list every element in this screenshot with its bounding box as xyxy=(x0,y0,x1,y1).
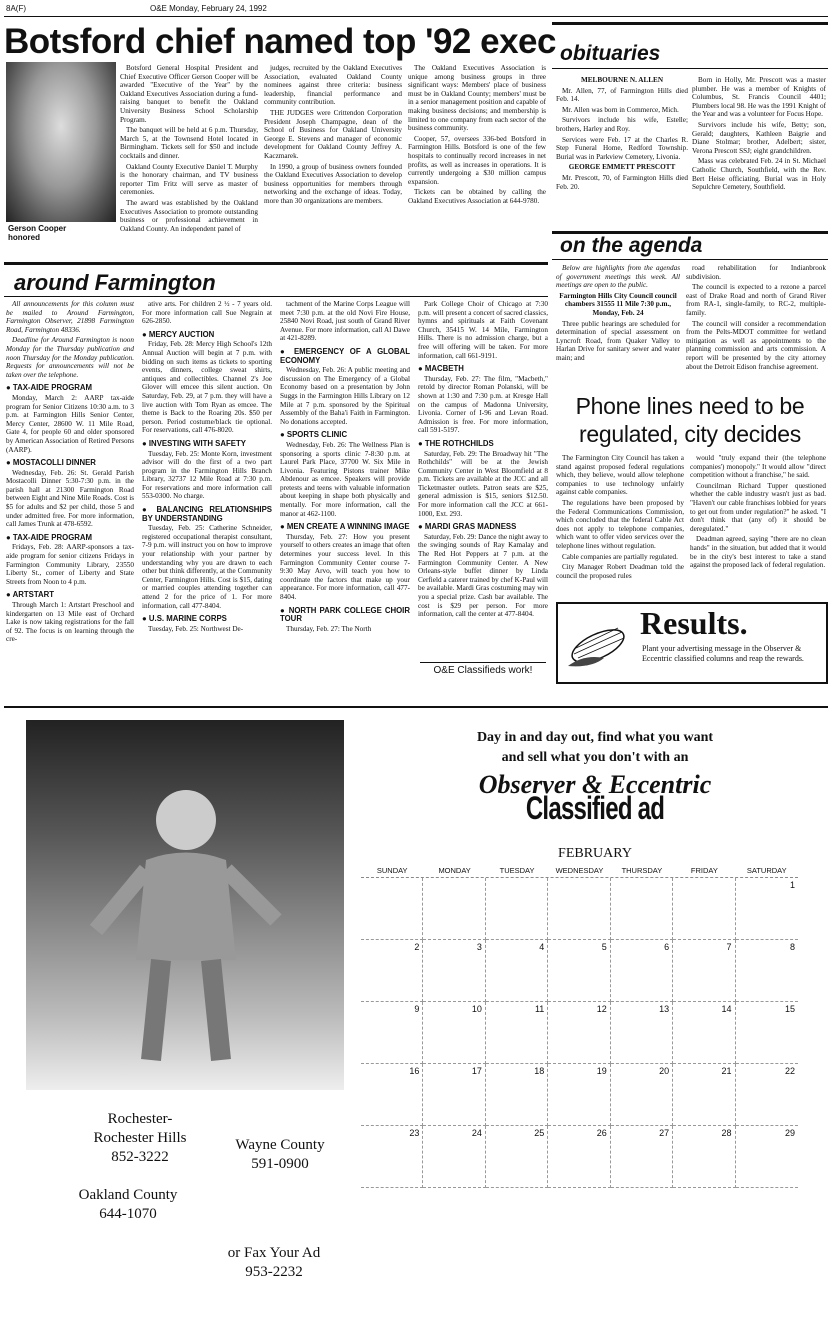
around-intro: All announcements for this column must be mailed to Around Farmington, Farmington Observer, 21898 Farmington Road, Farmington 48336. xyxy=(6,300,134,334)
obituary-paragraph: Survivors include his wife, Estelle; brothers, Harley and Roy. xyxy=(556,116,688,133)
event-paragraph: Thursday, Feb. 27: The North xyxy=(286,624,372,633)
phone-paragraph: City Manager Robert Deadman told the council the proposed rules xyxy=(556,563,684,580)
corn-icon xyxy=(564,614,630,674)
lead-paragraph: The Oakland Executives Association is unique among business groups in three significant ways: Members' place of business must be in Oakland County; members' must be in a senior management position and capable of making business decisions; and membership is limited to one company from each sector of the business community. xyxy=(408,64,546,133)
event-heading: ● EMERGENCY OF A GLOBAL ECONOMY xyxy=(280,348,410,365)
event-heading: ● SPORTS CLINIC xyxy=(280,431,410,440)
phone-paragraph: The regulations have been proposed by the Federal Communications Commission, which concluded that the federal Cable Act does not apply to telephone companies, which want to offer video services over the telephone lines without regulation. xyxy=(556,498,684,550)
event-paragraph: Wednesday, Feb. 26: The Wellness Plan is sponsoring a sports clinic 7-8:30 p.m. at Laurel Park Place, 37700 W. Six Mile in Livonia. Featuring Pistons trainer Mike Abdenour as emcee. Speakers will provide pretests and teens with valuable information about keeping in shape both physically and mentally. For more information, call the manor at 462-1100. xyxy=(280,440,410,518)
phone-paragraph: Cable companies are partially regulated. xyxy=(562,552,678,561)
agenda-paragraph: road rehabilitation for Indianbrook subdivision. xyxy=(686,264,826,281)
calendar-day-cell xyxy=(486,878,548,940)
calendar-day-cell: 22 xyxy=(736,1064,798,1126)
event-paragraph: tachment of the Marine Corps League will meet 7:30 p.m. at the old Novi Fire House, 25840 Novi Road, just south of Grand River Avenue. For more information, call Al Dawe at 421-8289. xyxy=(280,300,410,343)
agenda-paragraph: The council is expected to a rezone a parcel east of Drake Road and north of Grand River from RA-1, single-family, to RC-2, multiple-family. xyxy=(686,283,826,317)
agenda-title: on the agenda xyxy=(560,234,703,257)
child-playing-photo xyxy=(26,720,344,1090)
calendar-day-cell: 19 xyxy=(548,1064,610,1126)
agenda-column-1 xyxy=(556,264,680,384)
obituaries-bar xyxy=(552,22,828,25)
gerson-cooper-photo xyxy=(6,62,116,222)
lead-paragraph: Cooper, 57, oversees 336-bed Botsford in Farmington Hills. Botsford is one of the few hospitals to continually record increases in net profits, as well as increases in operations. It is currently undergoing a $30 million campus expansion. xyxy=(408,134,546,186)
obituary-paragraph: Services were Feb. 17 at the Charles R. Step Funeral Home, Redford Township. Burial was in Parkview Cemetery, Livonia. xyxy=(556,135,688,161)
calendar-day-cell: 1 xyxy=(736,878,798,940)
dateline: O&E Monday, February 24, 1992 xyxy=(150,4,267,13)
event-paragraph: Tuesday, Feb. 25: Northwest De- xyxy=(148,624,244,633)
day-header: SUNDAY xyxy=(376,866,408,875)
around-column-4 xyxy=(418,300,548,658)
around-column-2 xyxy=(142,300,272,702)
lead-column-1 xyxy=(120,64,258,246)
obituary-paragraph: Survivors include his wife, Betty; son, Gerald; daughters, Kathleen Baigrie and Diane Stolmar; brother, Adelbert; sister, Verona Prescott SSJ; eight grandchildren. xyxy=(692,120,826,155)
event-heading: ● BALANCING RELATIONSHIPS BY UNDERSTANDING xyxy=(142,506,272,523)
calendar-day-cell xyxy=(673,878,735,940)
event-heading: ● TAX-AIDE PROGRAM xyxy=(6,384,134,393)
obituaries-column-2 xyxy=(692,76,826,236)
around-rule xyxy=(4,296,548,297)
calendar-day-cell: 4 xyxy=(486,940,548,1002)
agenda-intro: Below are highlights from the agendas of government meetings this week. All meetings are open to the public. xyxy=(556,264,680,290)
event-paragraph: Fridays, Feb. 28: AARP-sponsors a tax-aide program for senior citizens Fridays in Farmington Community Library, 23550 Liberty St., corner of Liberty and State Streets from Noon to 4 p.m. xyxy=(6,543,134,586)
event-paragraph: ative arts. For children 2 ½ - 7 years old. For more information call Sue Negrain at 626-2850. xyxy=(142,300,272,326)
agenda-paragraph: Three public hearings are scheduled for determination of special assessment on Lyncroft Road, from Quaker Valley to Harlan Drive for sanitary sewer and water main; and xyxy=(556,319,680,362)
event-paragraph: Thursday, Feb. 27: How you present yourself to others creates an image that often determines your success level. In this Farmington Community Center course 7-9:30 May Arvo, will teach you how to coordinate the factors that make up your appearance. For more information, call 477-8404. xyxy=(280,532,410,601)
calendar-day-cell: 24 xyxy=(423,1126,485,1188)
calendar-day-cell: 29 xyxy=(736,1126,798,1188)
calendar-day-cell: 20 xyxy=(611,1064,673,1126)
calendar-day-cell xyxy=(611,878,673,940)
rochester-label: Rochester- Rochester Hills xyxy=(93,1111,187,1146)
rochester-phone xyxy=(60,1110,220,1167)
page-folio: 8A(F) xyxy=(6,4,26,13)
phone-paragraph: The Farmington City Council has taken a stand against proposed federal regulations which, they believe, would allow telephone companies to use technology unfairly against cable companies. xyxy=(556,454,684,497)
calendar-day-cell: 21 xyxy=(673,1064,735,1126)
phone-headline-line-1: Phone lines need to be xyxy=(575,393,805,419)
ad-tagline-line-2: and sell what you don't with an xyxy=(501,750,689,765)
phone-paragraph: Councilman Richard Tupper questioned whether the cable industry wasn't just as bad. "Haven't our cable franchises lobbied for years to get out from under regulation?" he asked. "I don't think that (any of) it should be deregulated." xyxy=(690,481,826,533)
ad-tagline-line-1: Day in and day out, find what you want xyxy=(476,730,714,745)
event-heading: ● MOSTACOLLI DINNER xyxy=(6,459,134,468)
event-heading: ● MARDI GRAS MADNESS xyxy=(418,523,548,532)
calendar-day-cell: 28 xyxy=(673,1126,735,1188)
calendar-day-cell: 6 xyxy=(611,940,673,1002)
obituary-paragraph: Mr. Allen was born in Commerce, Mich. xyxy=(562,105,679,114)
lead-paragraph: Tickets can be obtained by calling the Oakland Executives Association at 644-9780. xyxy=(408,188,546,205)
agenda-rule xyxy=(552,259,828,260)
rochester-number: 852-3222 xyxy=(111,1149,169,1165)
lead-paragraph: Botsford General Hospital President and Chief Executive Officer Gerson Cooper will be awarded "Executive of the Year" by the Oakland Executives Association during a fund-raising banquet to benefit the Oakland University Business School Scholarship Program. xyxy=(120,64,258,124)
obituary-paragraph: Born in Holly, Mr. Prescott was a master plumber. He was a member of Knights of Columbus, St. Francis Council 4401; Plumbers local 98. He was the 1991 Knight of the Year and was a volunteer for Focus Hope. xyxy=(692,76,826,119)
event-paragraph: Wednesday, Feb. 26: A public meeting and discussion on The Emergency of a Global Economy based on a presentation by John Suggs in the Farmington Hills Library on 12 Mile at 7 p.m. sponsored by the Spiritual Assembly of the Baha'i Faith in Farmington. No donations accepted. xyxy=(280,366,410,426)
day-header: WEDNESDAY xyxy=(555,866,604,875)
calendar-day-cell: 11 xyxy=(486,1002,548,1064)
lead-paragraph: THE JUDGES were Crittendon Corporation President Joseph Champagne, dean of the School of Business for Oakland University George E. Stevens and manager of economic development for Oakland County Jeffrey A. Kaczmarek. xyxy=(264,108,402,160)
agenda-column-2 xyxy=(686,264,826,384)
event-paragraph: Through March 1: Artstart Preschool and kindergarten on 13 Mile east of Orchard Lake is now taking registrations for the fall of 92. The focus is on learning through the cre- xyxy=(6,601,134,644)
ad-top-rule xyxy=(4,706,828,708)
calendar-day-cell: 8 xyxy=(736,940,798,1002)
day-header: FRIDAY xyxy=(690,866,718,875)
event-paragraph: Tuesday, Feb. 25: Catherine Schneider, registered occupational therapist consultant, 7-9 p.m. will instruct you on how to improve your relationship with your partner by understanding why you are drawn to each other but think differently, at the Community Center, Farmington Hills. Cost is $15, dating or married couples attending together can attend 2 for the price of 1. For more information, call 477-8404. xyxy=(142,524,272,610)
event-heading: ● ARTSTART xyxy=(6,591,134,600)
calendar-day-cell: 26 xyxy=(548,1126,610,1188)
event-paragraph: Friday, Feb. 28: Mercy High School's 12th Annual Auction will begin at 7 p.m. with bidding on such items as tickets to sporting events, dinners, college sweat shirts, antiques and collectibles. Channel 2's Joe Glover will emcee this silent auction. On Saturday, Feb. 29, at 7 p.m. they will have a live auction with Tom Ryan as emcee. The theme is Back to the Roaring 20s. $50 per person. Period costume/black tie optional. For reservations, call 476-8020. xyxy=(142,340,272,435)
around-column-3 xyxy=(280,300,410,702)
calendar-day-cell: 17 xyxy=(423,1064,485,1126)
calendar-day-cell xyxy=(548,878,610,940)
calendar-day-cell: 9 xyxy=(361,1002,423,1064)
calendar-day-cell: 16 xyxy=(361,1064,423,1126)
phone-headline-line-2: regulated, city decides xyxy=(579,421,801,447)
february-calendar xyxy=(361,866,798,1188)
calendar-grid xyxy=(361,878,798,1188)
event-paragraph: Saturday, Feb. 29: The Broadway hit "The Rothchilds" will be at the Jewish Community Center in West Bloomfield at 8 p.m. Tickets are available at the JCC and all Ticketmaster outlets. Patron seats are $25, general admission is $15, seniors $12.50. For more information call the JCC at 661-1000, Ext. 293. xyxy=(418,449,548,518)
calendar-day-headers xyxy=(361,866,798,878)
lead-paragraph: In 1990, a group of business owners founded the Oakland Executives Association to develop business opportunities for members through networking and the exchange of ideas. Today, more than 30 organizations are members. xyxy=(264,162,402,205)
lead-paragraph: The banquet will be held at 6 p.m. Thursday, March 5, at the Townsend Hotel located in Birmingham. Tickets sell for $50 and include cocktails and dinner. xyxy=(120,126,258,160)
calendar-day-cell xyxy=(423,878,485,940)
fax-phone xyxy=(194,1244,354,1282)
obituaries-rule xyxy=(552,68,828,69)
calendar-day-cell: 5 xyxy=(548,940,610,1002)
ad-subhead: Classified ad xyxy=(525,790,665,826)
phone-headline xyxy=(552,392,828,448)
day-header: THURSDAY xyxy=(621,866,663,875)
ad-tagline xyxy=(360,728,830,768)
calendar-month: FEBRUARY xyxy=(558,846,632,861)
around-title: around Farmington xyxy=(14,270,216,295)
fax-label: or Fax Your Ad xyxy=(227,1245,321,1261)
calendar-day-cell: 13 xyxy=(611,1002,673,1064)
fax-number: 953-2232 xyxy=(245,1264,303,1280)
lead-paragraph: Oakland County Executive Daniel T. Murphy is the honorary chairman, and TV business reporter Tim Fritz will serve as master of ceremonies. xyxy=(120,162,258,197)
oakland-label: Oakland County xyxy=(78,1187,178,1203)
event-heading: ● MEN CREATE A WINNING IMAGE xyxy=(280,523,410,532)
top-rule xyxy=(4,16,828,17)
lead-column-2 xyxy=(264,64,402,246)
lead-headline: Botsford chief named top '92 exec xyxy=(4,22,556,61)
caption-text: honored xyxy=(8,233,40,242)
event-heading: ● TAX-AIDE PROGRAM xyxy=(6,534,134,543)
calendar-day-cell: 2 xyxy=(361,940,423,1002)
oakland-phone xyxy=(48,1186,208,1224)
obituary-name: GEORGE EMMETT PRESCOTT xyxy=(568,163,676,172)
results-title: Results. xyxy=(640,605,748,641)
ad-brand: Observer & Eccentric xyxy=(478,770,712,799)
obituary-name: MELBOURNE N. ALLEN xyxy=(580,76,664,84)
oe-classifieds-promo: O&E Classifieds work! xyxy=(420,662,546,676)
around-bar xyxy=(4,262,548,265)
agenda-paragraph: The council will consider a recommendation from the Pelts-MDOT committee for wetland mitigation as well as appointments to the planning commission and arts commission. A report will be presented by the city attorney about the Detroit Edison franchise agreement. xyxy=(686,319,826,371)
calendar-day-cell xyxy=(361,878,423,940)
event-heading: ● THE ROTHCHILDS xyxy=(418,440,548,449)
lead-paragraph: The award was established by the Oakland Executives Association to promote outstanding business or professional achievement in Oakland County. An independent panel of xyxy=(120,198,258,233)
phone-column-2 xyxy=(690,454,826,596)
event-paragraph: Saturday, Feb. 29: Dance the night away to the swinging sounds of Ray Kamalay and The Red Hot Peppers at 7 p.m. at the Farmington Community Center. A New Orleans-style buffet dinner by Linda Cerfield a caterer trained by chef K-Paul will be available. Mardi Gras costuming may win you a special prize. Cash bar available. The cost is $29 per person. For more information, call the center at 477-8404. xyxy=(418,532,548,619)
event-heading: ● MERCY AUCTION xyxy=(142,331,272,340)
lead-column-3 xyxy=(408,64,546,246)
event-heading: ● NORTH PARK COLLEGE CHOIR TOUR xyxy=(280,607,410,624)
oakland-number: 644-1070 xyxy=(99,1206,157,1222)
event-heading: ● MACBETH xyxy=(418,365,548,374)
calendar-day-cell: 14 xyxy=(673,1002,735,1064)
phone-paragraph: Deadman agreed, saying "there are no clean hands" in the situation, but added that it would be in the city's best interest to take a stand against the proposed lack of federal regulation. xyxy=(690,535,826,570)
calendar-day-cell: 12 xyxy=(548,1002,610,1064)
caption-name: Gerson Cooper xyxy=(8,224,67,233)
calendar-day-cell: 7 xyxy=(673,940,735,1002)
obituary-paragraph: Mr. Prescott, 70, of Farmington Hills died Feb. 20. xyxy=(556,173,688,191)
phone-column-1 xyxy=(556,454,684,596)
calendar-day-cell: 3 xyxy=(423,940,485,1002)
obituaries-column-1 xyxy=(556,76,688,236)
calendar-day-cell: 23 xyxy=(361,1126,423,1188)
event-paragraph: Park College Choir of Chicago at 7:30 p.m. will present a concert of sacred classics, hymns and spirituals at Faith Covenant Church, 35415 W. 14 Mile, Farmington Hills. There is no admission charge, but a free will offering will be taken. For more information, call 661-9191. xyxy=(418,300,548,360)
photo-caption xyxy=(8,224,66,242)
results-ad xyxy=(556,602,828,684)
event-paragraph: Monday, March 2: AARP tax-aide program for Senior Citizens 10:30 a.m. to 3 p.m. at Farmington Hills Senior Center, Mercy Center, 28600 W. 11 Mile Road, Gate 4, for people 60 and older sponsored by American Association of Retired Persons (AARP). xyxy=(6,393,134,454)
calendar-day-cell: 18 xyxy=(486,1064,548,1126)
wayne-phone xyxy=(200,1136,360,1174)
wayne-number: 591-0900 xyxy=(251,1156,309,1172)
event-paragraph: Wednesday, Feb. 26: St. Gerald Parish Mostacolli Dinner 5:30-7:30 p.m. in the parish hall at 21300 Farmington Road between Eight and Nine Mile Roads. Cost is $5 for adults and $2 per child, those 5 and under admitted free. For more information, call James Trunk at 478-6592. xyxy=(6,468,134,529)
day-header: MONDAY xyxy=(438,866,471,875)
agenda-meeting: Farmington Hills City Council council chambers 31555 11 Mile 7:30 p.m., Monday, Feb. 24 xyxy=(559,291,677,317)
event-heading: ● U.S. MARINE CORPS xyxy=(142,615,272,624)
obituary-paragraph: Mass was celebrated Feb. 24 in St. Michael Catholic Church, Southfield, with the Rev. Bert Heise officiating. Burial was in Holy Sepulchre Cemetery, Southfield. xyxy=(692,157,826,192)
around-column-1 xyxy=(6,300,134,702)
child-silhouette-icon xyxy=(86,760,286,1080)
calendar-day-cell: 15 xyxy=(736,1002,798,1064)
lead-paragraph: judges, recruited by the Oakland Executives Association, evaluated Oakland County nominees against three criteria: business leadership, financial performance and community contribution. xyxy=(264,64,402,107)
wayne-label: Wayne County xyxy=(235,1137,325,1153)
calendar-day-cell: 27 xyxy=(611,1126,673,1188)
calendar-day-cell: 25 xyxy=(486,1126,548,1188)
event-heading: ● INVESTING WITH SAFETY xyxy=(142,440,272,449)
obituaries-title: obituaries xyxy=(560,42,661,65)
event-paragraph: Tuesday, Feb. 25: Monte Korn, investment advisor will do the first of a two part program in the Farmington Hills Branch Library, 32737 12 Mile Road at 7:30 p.m. For reservations and more information call 553-0300. No charge. xyxy=(142,449,272,501)
around-intro: Deadline for Around Farmington is noon Monday for the Thursday publication and noon Thursday for the Monday publication. Requests for announcements will not be taken over the telephone. xyxy=(6,336,134,379)
obituary-paragraph: Mr. Allen, 77, of Farmington Hills died Feb. 14. xyxy=(556,86,688,104)
day-header: TUESDAY xyxy=(499,866,535,875)
results-body: Plant your advertising message in the Observer & Eccentric classified columns and reap the rewards. xyxy=(642,644,804,663)
phone-paragraph: would "truly expand their (the telephone companies') monopoly." It would allow "direct competition without a franchise," he said. xyxy=(690,454,826,480)
event-paragraph: Thursday, Feb. 27: The film, "Macbeth," retold by director Roman Polanski, will be shown at 1:30 and 7:30 p.m. at Kresge Hall on the campus of Madonna University, Livonia. Corner of I-96 and Levan Road. Admission is free. For more information, call 591-5197. xyxy=(418,374,548,435)
calendar-day-cell: 10 xyxy=(423,1002,485,1064)
day-header: SATURDAY xyxy=(746,866,787,875)
